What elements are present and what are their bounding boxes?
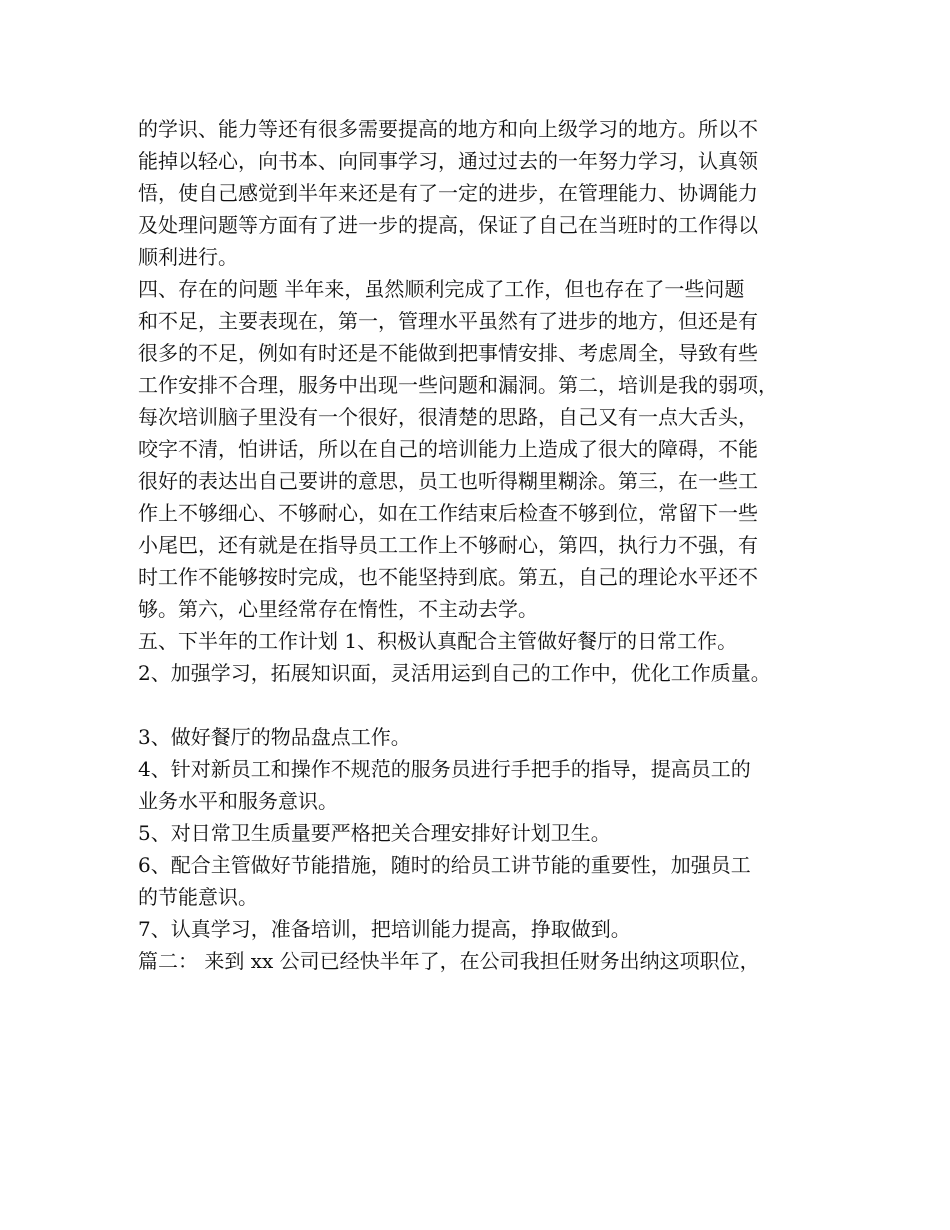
- text-line: 咬字不清，怕讲话，所以在自己的培训能力上造成了很大的障碍，不能: [138, 437, 758, 461]
- text-line: 及处理问题等方面有了进一步的提高，保证了自己在当班时的工作得以: [138, 213, 758, 237]
- section-heading-line: 篇二： 来到 xx 公司已经快半年了，在公司我担任财务出纳这项职位，: [138, 949, 760, 973]
- text-line: 很好的表达出自己要讲的意思，员工也听得糊里糊涂。第三，在一些工: [138, 469, 758, 493]
- text-line: 作上不够细心、不够耐心，如在工作结束后检查不够到位，常留下一些: [138, 501, 758, 525]
- text-line: 够。第六，心里经常存在惰性，不主动去学。: [138, 597, 538, 621]
- text-line: 和不足，主要表现在，第一，管理水平虽然有了进步的地方，但还是有: [138, 309, 758, 333]
- list-item-line: 7、认真学习，准备培训，把培训能力提高，挣取做到。: [138, 917, 631, 941]
- text-line: 小尾巴，还有就是在指导员工工作上不够耐心，第四，执行力不强，有: [138, 533, 758, 557]
- list-item-line: 5、对日常卫生质量要严格把关合理安排好计划卫生。: [138, 821, 611, 845]
- list-item-line: 业务水平和服务意识。: [138, 789, 338, 813]
- text-line: 顺利进行。: [138, 245, 238, 269]
- text-line: 很多的不足，例如有时还是不能做到把事情安排、考虑周全，导致有些: [138, 341, 758, 365]
- section-heading-line: 五、下半年的工作计划 1、积极认真配合主管做好餐厅的日常工作。: [138, 629, 738, 653]
- blank-line: [138, 689, 838, 721]
- text-line: 悟，使自己感觉到半年来还是有了一定的进步，在管理能力、协调能力: [138, 181, 758, 205]
- list-item-line: 3、做好餐厅的物品盘点工作。: [138, 725, 411, 749]
- document-body: [138, 113, 838, 977]
- text-line: 每次培训脑子里没有一个很好，很清楚的思路，自己又有一点大舌头，: [138, 405, 758, 429]
- text-line: 时工作不能够按时完成，也不能坚持到底。第五，自己的理论水平还不: [138, 565, 758, 589]
- list-item-line: 6、配合主管做好节能措施，随时的给员工讲节能的重要性，加强员工: [138, 853, 751, 877]
- list-item-line: 的节能意识。: [138, 885, 258, 909]
- text-line: 的学识、能力等还有很多需要提高的地方和向上级学习的地方。所以不: [138, 117, 758, 141]
- list-item-line: 4、针对新员工和操作不规范的服务员进行手把手的指导，提高员工的: [138, 757, 751, 781]
- section-heading-line: 四、存在的问题 半年来，虽然顺利完成了工作，但也存在了一些问题: [138, 277, 745, 301]
- text-line: 工作安排不合理，服务中出现一些问题和漏洞。第二，培训是我的弱项，: [138, 373, 778, 397]
- list-item-line: 2、加强学习，拓展知识面，灵活用运到自己的工作中，优化工作质量。: [138, 661, 771, 685]
- text-line: 能掉以轻心，向书本、向同事学习，通过过去的一年努力学习，认真领: [138, 149, 758, 173]
